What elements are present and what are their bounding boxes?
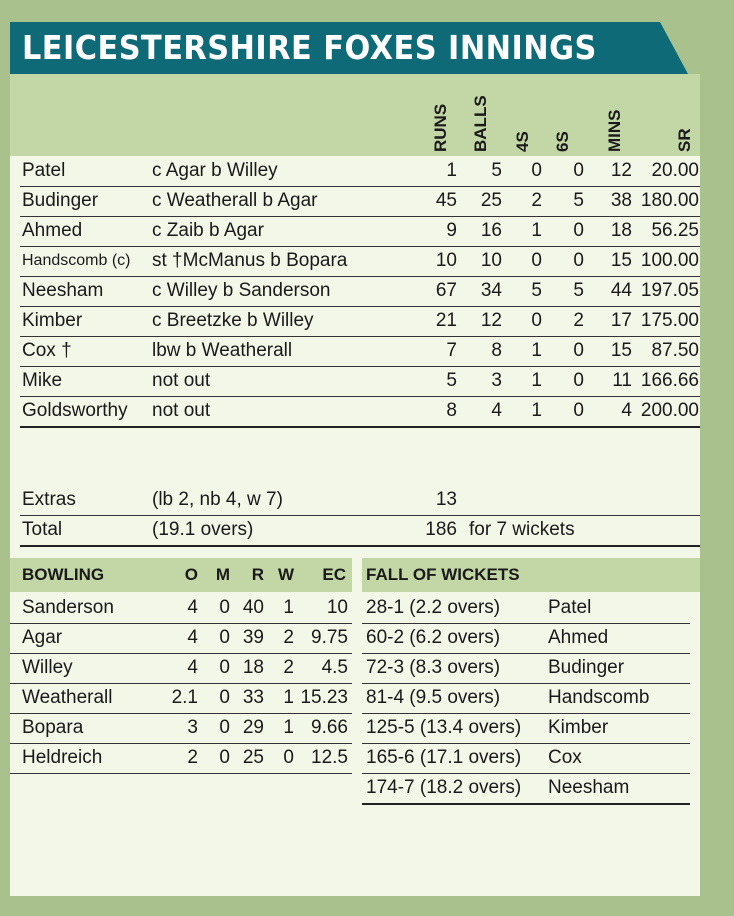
maidens: 0 bbox=[219, 687, 230, 708]
fours: 0 bbox=[531, 250, 542, 271]
bowling-header-o: O bbox=[184, 565, 198, 584]
batter-name: Patel bbox=[22, 160, 66, 181]
runs-conceded: 25 bbox=[242, 747, 264, 768]
extras-row bbox=[20, 485, 700, 516]
fours: 1 bbox=[531, 340, 542, 361]
sixes: 5 bbox=[573, 190, 584, 211]
fow-batter: Kimber bbox=[548, 717, 609, 738]
batting-row bbox=[20, 186, 700, 217]
maidens: 0 bbox=[219, 597, 230, 618]
extras-detail: (lb 2, nb 4, w 7) bbox=[152, 489, 283, 510]
strike-rate: 197.05 bbox=[640, 280, 699, 301]
runs-conceded: 40 bbox=[242, 597, 264, 618]
runs: 10 bbox=[435, 250, 457, 271]
fow-row bbox=[362, 653, 690, 684]
dismissal: not out bbox=[152, 370, 211, 391]
fow-row bbox=[362, 593, 690, 624]
batter-name: Budinger bbox=[22, 190, 99, 211]
mins: 18 bbox=[610, 220, 632, 241]
balls: 4 bbox=[491, 400, 502, 421]
innings-title: LEICESTERSHIRE FOXES INNINGS bbox=[22, 28, 597, 67]
bowling-row bbox=[10, 713, 352, 744]
sixes: 0 bbox=[573, 370, 584, 391]
fours: 2 bbox=[531, 190, 542, 211]
wickets: 1 bbox=[283, 687, 294, 708]
strike-rate: 200.00 bbox=[640, 400, 699, 421]
maidens: 0 bbox=[219, 747, 230, 768]
dismissal: c Zaib b Agar bbox=[152, 220, 264, 241]
fours: 1 bbox=[531, 370, 542, 391]
fow-score: 165-6 (17.1 overs) bbox=[366, 747, 522, 768]
runs: 1 bbox=[446, 160, 457, 181]
fow-batter: Neesham bbox=[548, 777, 630, 798]
overs: 3 bbox=[187, 717, 198, 738]
runs: 7 bbox=[446, 340, 457, 361]
total-wickets: for 7 wickets bbox=[469, 519, 575, 540]
bowling-row bbox=[10, 623, 352, 654]
dismissal: c Breetzke b Willey bbox=[152, 310, 314, 331]
dismissal: st †McManus b Bopara bbox=[152, 250, 348, 271]
runs: 45 bbox=[435, 190, 457, 211]
overs: 2 bbox=[187, 747, 198, 768]
mins: 17 bbox=[610, 310, 632, 331]
runs: 9 bbox=[446, 220, 457, 241]
batting-row bbox=[20, 306, 700, 337]
runs: 5 bbox=[446, 370, 457, 391]
batting-row bbox=[20, 246, 700, 277]
fow-row bbox=[362, 683, 690, 714]
total-row bbox=[20, 515, 700, 547]
batter-name: Handscomb (c) bbox=[22, 252, 131, 269]
balls: 34 bbox=[480, 280, 502, 301]
economy: 15.23 bbox=[300, 687, 348, 708]
economy: 10 bbox=[326, 597, 348, 618]
bowling-title: BOWLING bbox=[22, 565, 105, 584]
mins: 11 bbox=[612, 370, 632, 391]
fow-batter: Ahmed bbox=[548, 627, 609, 648]
batter-name: Kimber bbox=[22, 310, 83, 331]
balls: 10 bbox=[480, 250, 502, 271]
batting-row bbox=[20, 336, 700, 367]
fow-score: 72-3 (8.3 overs) bbox=[366, 657, 501, 678]
maidens: 0 bbox=[219, 657, 230, 678]
balls: 16 bbox=[480, 220, 502, 241]
strike-rate: 180.00 bbox=[640, 190, 699, 211]
balls: 25 bbox=[480, 190, 502, 211]
mins: 44 bbox=[610, 280, 632, 301]
fours: 0 bbox=[531, 160, 542, 181]
fow-row bbox=[362, 773, 690, 805]
bowler-name: Agar bbox=[22, 627, 63, 648]
balls: 3 bbox=[491, 370, 502, 391]
header-mins: MINS bbox=[605, 109, 624, 152]
bowler-name: Weatherall bbox=[22, 687, 113, 708]
dismissal: c Agar b Willey bbox=[152, 160, 278, 181]
overs: 4 bbox=[187, 627, 198, 648]
fours: 1 bbox=[531, 220, 542, 241]
batting-row bbox=[20, 156, 700, 187]
runs-conceded: 29 bbox=[242, 717, 264, 738]
sixes: 5 bbox=[573, 280, 584, 301]
bowler-name: Heldreich bbox=[22, 747, 103, 768]
title-banner bbox=[10, 22, 688, 74]
fours: 5 bbox=[531, 280, 542, 301]
fow-header bbox=[362, 558, 700, 592]
mins: 4 bbox=[621, 400, 632, 421]
fow-score: 28-1 (2.2 overs) bbox=[366, 597, 501, 618]
batting-row bbox=[20, 366, 700, 397]
bowler-name: Willey bbox=[22, 657, 73, 678]
total-value: 186 bbox=[425, 519, 457, 540]
runs: 21 bbox=[435, 310, 457, 331]
total-label: Total bbox=[22, 519, 63, 540]
strike-rate: 56.25 bbox=[651, 220, 699, 241]
sixes: 2 bbox=[573, 310, 584, 331]
sixes: 0 bbox=[573, 400, 584, 421]
batting-row bbox=[20, 396, 700, 428]
extras-value: 13 bbox=[435, 489, 457, 510]
fow-row bbox=[362, 623, 690, 654]
batter-name: Mike bbox=[22, 370, 63, 391]
dismissal: not out bbox=[152, 400, 211, 421]
sixes: 0 bbox=[573, 340, 584, 361]
economy: 12.5 bbox=[311, 747, 348, 768]
sixes: 0 bbox=[573, 160, 584, 181]
fow-batter: Handscomb bbox=[548, 687, 650, 708]
scorecard-sheet bbox=[10, 74, 700, 896]
total-detail: (19.1 overs) bbox=[152, 519, 254, 540]
runs-conceded: 39 bbox=[242, 627, 264, 648]
header-sixes: 6S bbox=[553, 131, 572, 152]
header-fours: 4S bbox=[513, 131, 532, 152]
strike-rate: 87.50 bbox=[651, 340, 699, 361]
strike-rate: 166.66 bbox=[640, 370, 699, 391]
batter-name: Neesham bbox=[22, 280, 104, 301]
batter-name: Cox † bbox=[22, 340, 72, 361]
fow-row bbox=[362, 713, 690, 744]
fours: 0 bbox=[531, 310, 542, 331]
overs: 4 bbox=[187, 657, 198, 678]
batting-header-band bbox=[10, 74, 700, 156]
fow-score: 125-5 (13.4 overs) bbox=[366, 717, 522, 738]
strike-rate: 175.00 bbox=[640, 310, 699, 331]
batting-row bbox=[20, 276, 700, 307]
bowling-header bbox=[10, 558, 352, 592]
wickets: 1 bbox=[283, 597, 294, 618]
wickets: 1 bbox=[283, 717, 294, 738]
fow-score: 174-7 (18.2 overs) bbox=[366, 777, 522, 798]
wickets: 2 bbox=[283, 657, 294, 678]
fow-score: 60-2 (6.2 overs) bbox=[366, 627, 501, 648]
balls: 8 bbox=[491, 340, 502, 361]
maidens: 0 bbox=[219, 627, 230, 648]
overs: 2.1 bbox=[171, 687, 198, 708]
batting-row bbox=[20, 216, 700, 247]
mins: 38 bbox=[610, 190, 632, 211]
runs-conceded: 33 bbox=[242, 687, 264, 708]
bowling-header-ec: EC bbox=[322, 565, 346, 584]
sixes: 0 bbox=[573, 250, 584, 271]
mins: 15 bbox=[610, 250, 632, 271]
economy: 4.5 bbox=[321, 657, 348, 678]
dismissal: lbw b Weatherall bbox=[152, 340, 293, 361]
mins: 12 bbox=[610, 160, 632, 181]
bowling-header-r: R bbox=[251, 565, 264, 584]
fow-row bbox=[362, 743, 690, 774]
bowling-row bbox=[10, 683, 352, 714]
wickets: 2 bbox=[283, 627, 294, 648]
sixes: 0 bbox=[573, 220, 584, 241]
overs: 4 bbox=[187, 597, 198, 618]
extras-label: Extras bbox=[22, 489, 76, 510]
fow-batter: Patel bbox=[548, 597, 592, 618]
runs: 67 bbox=[435, 280, 457, 301]
balls: 5 bbox=[491, 160, 502, 181]
fow-batter: Cox bbox=[548, 747, 582, 768]
batter-name: Goldsworthy bbox=[22, 400, 128, 421]
strike-rate: 100.00 bbox=[640, 250, 699, 271]
dismissal: c Weatherall b Agar bbox=[152, 190, 318, 211]
bowler-name: Bopara bbox=[22, 717, 84, 738]
batter-name: Ahmed bbox=[22, 220, 83, 241]
header-runs: RUNS bbox=[431, 103, 450, 152]
bowling-row bbox=[10, 653, 352, 684]
mins: 15 bbox=[610, 340, 632, 361]
dismissal: c Willey b Sanderson bbox=[152, 280, 331, 301]
bowling-row bbox=[10, 743, 352, 774]
runs-conceded: 18 bbox=[242, 657, 264, 678]
maidens: 0 bbox=[219, 717, 230, 738]
header-sr: SR bbox=[675, 128, 694, 152]
wickets: 0 bbox=[283, 747, 294, 768]
bowling-header-m: M bbox=[215, 565, 230, 584]
fow-score: 81-4 (9.5 overs) bbox=[366, 687, 501, 708]
header-balls: BALLS bbox=[471, 95, 490, 152]
fow-batter: Budinger bbox=[548, 657, 625, 678]
fow-title: FALL OF WICKETS bbox=[366, 565, 520, 584]
strike-rate: 20.00 bbox=[651, 160, 699, 181]
bowling-row bbox=[10, 593, 352, 624]
bowling-header-w: W bbox=[277, 565, 294, 584]
balls: 12 bbox=[480, 310, 502, 331]
fours: 1 bbox=[531, 400, 542, 421]
bowler-name: Sanderson bbox=[22, 597, 114, 618]
runs: 8 bbox=[446, 400, 457, 421]
economy: 9.75 bbox=[311, 627, 348, 648]
economy: 9.66 bbox=[311, 717, 348, 738]
